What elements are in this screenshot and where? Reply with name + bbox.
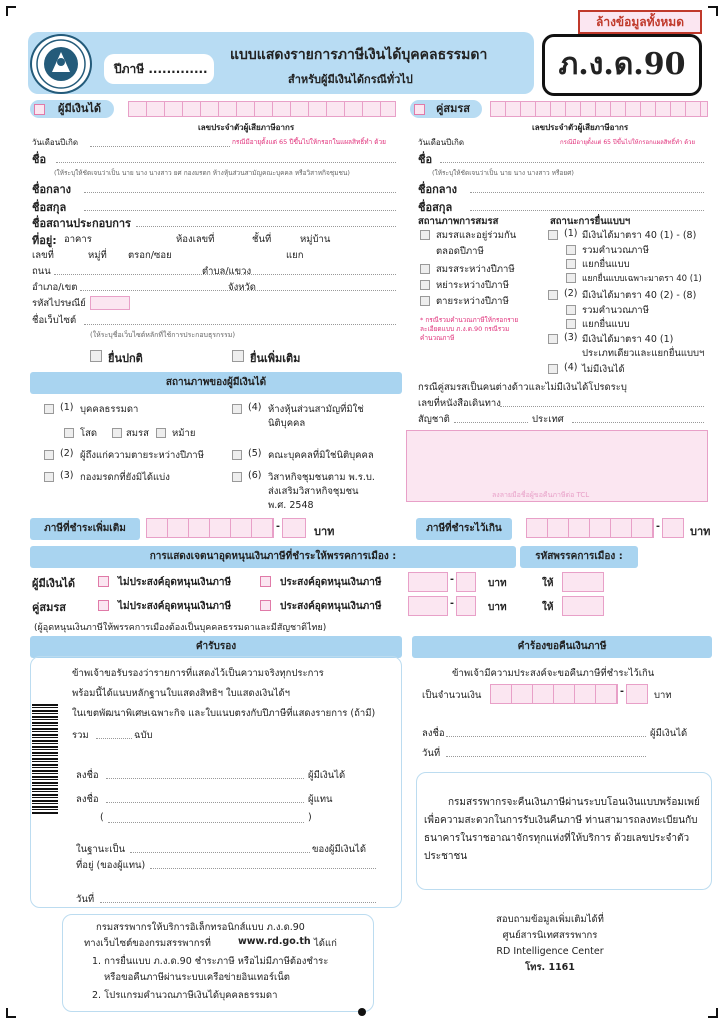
filing-2-combined-label: รวมคำนวณภาษี	[582, 305, 649, 316]
passport-input[interactable]	[500, 406, 704, 407]
refund-note: กรมสรรพากรจะคืนเงินภาษีผ่านระบบโอนเงินแบบพร้อมเพย์ เพื่อความสะดวกในการรับเงินคืนภาษี ท่านสามารถลงทะเบียนกับธนาคารในราชอาณาจักรทุกแห่งที่ให้บริการ ด้วยเลขประจำตัวประชาชน	[424, 797, 700, 862]
combined-tax-note: * กรณีรวมคำนวณภาษีให้กรอกรายละเอียดแบบ ภ.ง.ด.90 กรณีรวมคำนวณภาษี	[420, 316, 519, 342]
filing-2-separate-checkbox[interactable]	[566, 319, 576, 329]
taxpayer-business-label: ชื่อสถานประกอบการ	[32, 217, 131, 230]
taxpayer-id-input[interactable]	[128, 101, 396, 117]
refund-line-1: ข้าพเจ้ามีความประสงค์จะขอคืนภาษีที่ชำระไว้เกิน	[452, 668, 655, 679]
cert-date-label: วันที่	[76, 894, 95, 905]
status-community-label-3: พ.ศ. 2548	[268, 500, 314, 511]
taxpayer-status-heading: สถานภาพของผู้มีเงินได้	[30, 372, 402, 394]
spouse-no-donate-label: ไม่ประสงค์อุดหนุนเงินภาษี	[118, 601, 232, 612]
refund-amount-label: เป็นจำนวนเงิน	[422, 690, 482, 701]
married-all-year-label-2: ตลอดปีภาษี	[436, 246, 484, 257]
spouse-no-donate-checkbox[interactable]	[98, 600, 109, 611]
foreign-spouse-label: กรณีคู่สมรสเป็นคนต่างด้าวและไม่มีเงินได้โปรดระบุ	[418, 382, 627, 393]
year-field[interactable]: ปีภาษี .............	[104, 54, 214, 84]
refund-signature[interactable]	[446, 736, 646, 737]
building-label: อาคาร	[64, 234, 92, 245]
help-line-3: RD Intelligence Center	[496, 946, 604, 957]
taxpayer-no-donate-checkbox[interactable]	[98, 576, 109, 587]
taxpayer-business-input[interactable]	[136, 226, 396, 227]
spouse-surname-input[interactable]	[470, 210, 704, 211]
footer-item-1b: หรือขอคืนภาษีผ่านระบบเครือข่ายอินเทอร์เน็ต	[104, 972, 290, 983]
spouse-party-code[interactable]	[562, 596, 604, 616]
tax-pay-label: ภาษีที่ชำระเพิ่มเติม	[30, 518, 140, 540]
taxpayer-donate-label: ประสงค์อุดหนุนเงินภาษี	[280, 577, 382, 588]
district-input[interactable]	[80, 290, 396, 291]
village-label: หมู่บ้าน	[300, 234, 331, 245]
footer-item-1: 1. การยื่นแบบ ภ.ง.ด.90 ชำระภาษี หรือไม่มีภาษีต้องชำระ	[92, 956, 329, 967]
district-label: อำเภอ/เขต	[32, 282, 78, 293]
status-group-label: คณะบุคคลที่มิใช่นิติบุคคล	[268, 450, 374, 461]
married-during-year-label: สมรสระหว่างปีภาษี	[436, 264, 515, 275]
taxpayer-donate-satang[interactable]	[456, 572, 476, 592]
filing-3-checkbox[interactable]	[548, 334, 558, 344]
website-note: (ให้ระบุชื่อเว็บไซต์หลักที่ใช้การประกอบธุรกรรม)	[90, 331, 236, 339]
tax-pay-input[interactable]	[146, 518, 274, 538]
status-estate-label: กองมรดกที่ยังมิได้แบ่ง	[80, 472, 170, 483]
spouse-surname-label: ชื่อสกุล	[418, 201, 453, 214]
spouse-checkbox[interactable]	[414, 104, 425, 115]
single-checkbox[interactable]	[64, 428, 74, 438]
footer-url-link[interactable]: www.rd.go.th	[238, 936, 311, 947]
cert-line-1: ข้าพเจ้าขอรับรองว่ารายการที่แสดงไว้เป็นความจริงทุกประการ	[72, 668, 324, 679]
spouse-party-to: ให้	[542, 602, 554, 613]
taxpayer-birth-label: วันเดือนปีเกิด	[32, 138, 79, 147]
refund-baht: บาท	[654, 690, 672, 701]
party-spouse-label: คู่สมรส	[32, 601, 66, 614]
crop-mark	[708, 6, 718, 16]
status-partnership-checkbox[interactable]	[232, 404, 242, 414]
taxpayer-checkbox[interactable]	[34, 104, 45, 115]
status-deceased-checkbox[interactable]	[44, 450, 54, 460]
cert-line-3: ในเขตพัฒนาพิเศษเฉพาะกิจ และใบแนบตรงกับปีภาษีที่แสดงรายการ (ถ้ามี)	[72, 708, 376, 719]
address-label: ที่อยู่:	[32, 234, 57, 247]
postcode-label: รหัสไปรษณีย์	[32, 298, 86, 309]
refund-date-label: วันที่	[422, 748, 441, 759]
refund-satang-input[interactable]	[626, 684, 648, 704]
passport-label: เลขที่หนังสือเดินทาง	[418, 398, 501, 409]
spouse-donate-baht: บาท	[488, 602, 507, 613]
filing-2-number: (2)	[564, 288, 578, 299]
filing-3-label: มีเงินได้มาตรา 40 (1)	[582, 334, 674, 345]
help-line-2: ศูนย์สารนิเทศสรรพากร	[502, 930, 598, 941]
party-code-heading: รหัสพรรคการเมือง :	[520, 546, 638, 568]
married-all-year-checkbox[interactable]	[420, 230, 430, 240]
spouse-middle-label: ชื่อกลาง	[418, 183, 458, 196]
taxpayer-donate-amount[interactable]	[408, 572, 448, 592]
refund-taxpayer-label: ผู้มีเงินได้	[650, 728, 688, 739]
status-community-label-2: ส่งเสริมวิสาหกิจชุมชน	[268, 486, 359, 497]
status-community-label: วิสาหกิจชุมชนตาม พ.ร.บ.	[268, 472, 375, 483]
filing-1-checkbox[interactable]	[548, 230, 558, 240]
status-deceased-label: ผู้ถึงแก่ความตายระหว่างปีภาษี	[80, 450, 204, 461]
status-individual-label: บุคคลธรรมดา	[80, 404, 139, 415]
filing-status-heading: สถานะการยื่นแบบฯ	[550, 216, 631, 227]
clear-all-button[interactable]: ล้างข้อมูลทั้งหมด	[578, 10, 702, 34]
cert-date-input[interactable]	[100, 902, 376, 903]
married-during-year-checkbox[interactable]	[420, 264, 430, 274]
crop-mark	[6, 1008, 16, 1018]
footer-item-2: 2. โปรแกรมคำนวณภาษีเงินได้บุคคลธรรมดา	[92, 990, 278, 1001]
refund-heading: คำร้องขอคืนเงินภาษี	[412, 636, 712, 658]
refund-amount-input[interactable]	[490, 684, 618, 704]
filing-4-number: (4)	[564, 362, 578, 373]
spouse-name-label: ชื่อ	[418, 153, 433, 166]
form-code: ภ.ง.ด.90	[542, 34, 702, 96]
taxpayer-donate-checkbox[interactable]	[260, 576, 271, 587]
taxpayer-name-label: ชื่อ	[32, 153, 47, 166]
status-individual-checkbox[interactable]	[44, 404, 54, 414]
spouse-donate-checkbox[interactable]	[260, 600, 271, 611]
filing-4-label: ไม่มีเงินได้	[582, 364, 625, 375]
party-note: (ผู้อุดหนุนเงินภาษีให้พรรคการเมืองต้องเป็นบุคคลธรรมดาและมีสัญชาติไทย)	[34, 623, 327, 633]
spouse-donate-satang[interactable]	[456, 596, 476, 616]
spouse-id-caption: เลขประจำตัวผู้เสียภาษีอากร	[532, 123, 629, 132]
taxpayer-surname-label: ชื่อสกุล	[32, 201, 67, 214]
registration-dot	[358, 1008, 366, 1016]
taxpayer-party-to: ให้	[542, 578, 554, 589]
filing-2-separate-label: แยกยื่นแบบ	[582, 319, 630, 330]
filing-3-number: (3)	[564, 332, 578, 343]
taxpayer-name-note: (ให้ระบุให้ชัดเจนว่าเป็น นาย นาง นางสาว ยศ กองมรดก ห้างหุ้นส่วนสามัญคณะบุคคล หรือวิสาหกิจชุมชน)	[54, 169, 350, 177]
crop-mark	[708, 1008, 718, 1018]
taxpayer-donate-baht: บาท	[488, 578, 507, 589]
filing-4-checkbox[interactable]	[548, 364, 558, 374]
certification-heading: คำรับรอง	[30, 636, 402, 658]
normal-filing-checkbox[interactable]	[90, 350, 102, 362]
status-community-checkbox[interactable]	[232, 472, 242, 482]
country-input[interactable]	[572, 422, 704, 423]
junction-label: แยก	[286, 250, 304, 261]
marital-status-heading: สถานภาพการสมรส	[418, 216, 499, 227]
divorced-checkbox[interactable]	[420, 280, 430, 290]
status-group-number: (5)	[248, 448, 262, 459]
refund-sign-label: ลงชื่อ	[422, 728, 445, 739]
filing-1-separate-label: แยกยื่นแบบ	[582, 259, 630, 270]
cert-capacity-input[interactable]	[130, 852, 310, 853]
cert-total-label: รวม	[72, 730, 89, 741]
refund-date-input[interactable]	[446, 756, 646, 757]
spouse-birth-label: วันเดือนปีเกิด	[418, 138, 465, 147]
revenue-seal-icon	[30, 34, 92, 94]
filing-1-number: (1)	[564, 228, 578, 239]
road-label: ถนน	[32, 266, 51, 277]
taxpayer-party-code[interactable]	[562, 572, 604, 592]
party-taxpayer-label: ผู้มีเงินได้	[32, 577, 76, 590]
deceased-checkbox[interactable]	[420, 296, 430, 306]
cert-taxpayer-signature[interactable]	[106, 778, 304, 779]
filing-2-label: มีเงินได้มาตรา 40 (2) - (8)	[582, 290, 697, 301]
taxpayer-birth-note: กรณีมีอายุตั้งแต่ 65 ปีขึ้นไปให้กรอกในแผลสิทธิ์ทำ ด้วย	[232, 138, 386, 146]
cert-agent-signature[interactable]	[106, 802, 304, 803]
tax-over-satang-input[interactable]	[662, 518, 684, 538]
status-individual-number: (1)	[60, 402, 74, 413]
cert-capacity-label: ในฐานะเป็น	[76, 844, 126, 855]
tax-over-label: ภาษีที่ชำระไว้เกิน	[416, 518, 512, 540]
nationality-label: สัญชาติ	[418, 414, 450, 425]
road-input[interactable]	[54, 274, 396, 275]
widowed-label: หม้าย	[172, 428, 196, 439]
spouse-name-input[interactable]	[440, 162, 704, 163]
deceased-label: ตายระหว่างปีภาษี	[436, 296, 509, 307]
taxpayer-no-donate-label: ไม่ประสงค์อุดหนุนเงินภาษี	[118, 577, 232, 588]
spouse-middle-input[interactable]	[470, 192, 704, 193]
footer-line-2a: ทางเว็บไซต์ของกรมสรรพากรที่	[84, 938, 211, 949]
status-estate-checkbox[interactable]	[44, 472, 54, 482]
widowed-checkbox[interactable]	[156, 428, 166, 438]
additional-filing-label: ยื่นเพิ่มเติม	[250, 352, 301, 365]
cert-address-input[interactable]	[150, 868, 376, 869]
cert-copies-label: ฉบับ	[134, 730, 153, 741]
filing-1-combined-label: รวมคำนวณภาษี	[582, 245, 649, 256]
province-label: จังหวัด	[228, 282, 256, 293]
filing-1-separate-40-1-label: แยกยื่นแบบเฉพาะมาตรา 40 (1)	[582, 274, 702, 284]
spouse-donate-amount[interactable]	[408, 596, 448, 616]
floor-label: ชั้นที่	[252, 234, 272, 245]
filing-1-separate-checkbox[interactable]	[566, 259, 576, 269]
married-label: สมรส	[126, 428, 149, 439]
status-partnership-label: ห้างหุ้นส่วนสามัญที่มิใช่	[268, 404, 364, 415]
status-community-number: (6)	[248, 470, 262, 481]
help-line-1: สอบถามข้อมูลเพิ่มเติมได้ที่	[496, 914, 604, 925]
cert-of-taxpayer-label: ของผู้มีเงินได้	[312, 844, 366, 855]
single-label: โสด	[80, 428, 98, 439]
moo-label: หมู่ที่	[88, 250, 107, 261]
postcode-input[interactable]	[90, 296, 130, 310]
taxpayer-tab: ผู้มีเงินได้	[30, 100, 114, 118]
form-subtitle: สำหรับผู้มีเงินได้กรณีทั่วไป	[288, 73, 413, 86]
room-label: ห้องเลขที่	[176, 234, 215, 245]
status-group-checkbox[interactable]	[232, 450, 242, 460]
tax-over-input[interactable]	[526, 518, 654, 538]
married-checkbox[interactable]	[112, 428, 122, 438]
spouse-id-input[interactable]	[490, 101, 708, 117]
taxpayer-middle-input[interactable]	[84, 192, 396, 193]
taxpayer-birth-input[interactable]	[90, 146, 230, 147]
tax-pay-baht: บาท	[314, 525, 335, 538]
nationality-input[interactable]	[454, 422, 528, 423]
cert-address-label: ที่อยู่ (ของผู้แทน)	[76, 860, 146, 871]
website-input[interactable]	[84, 324, 396, 325]
help-contact	[480, 912, 620, 976]
crop-mark	[6, 6, 16, 16]
subdistrict-label: ตำบล/แขวง	[202, 266, 252, 277]
website-label: ชื่อเว็บไซต์	[32, 315, 77, 326]
tax-pay-satang-input[interactable]	[282, 518, 306, 538]
footer-line-2b: ได้แก่	[314, 938, 337, 949]
help-phone: โทร. 1161	[525, 962, 575, 973]
filing-1-combined-checkbox[interactable]	[566, 245, 576, 255]
spouse-donate-label: ประสงค์อุดหนุนเงินภาษี	[280, 601, 382, 612]
soi-label: ตรอก/ซอย	[128, 250, 172, 261]
party-donation-heading: การแสดงเจตนาอุดหนุนเงินภาษีที่ชำระให้พรรคการเมือง :	[30, 546, 516, 568]
taxpayer-id-caption: เลขประจำตัวผู้เสียภาษีอากร	[198, 123, 295, 132]
barcode-icon	[32, 704, 58, 814]
status-partnership-label-2: นิติบุคคล	[268, 418, 306, 429]
filing-1-label: มีเงินได้มาตรา 40 (1) - (8)	[582, 230, 697, 241]
spouse-tab: คู่สมรส	[410, 100, 482, 118]
normal-filing-label: ยื่นปกติ	[108, 352, 143, 365]
cert-taxpayer-label: ผู้มีเงินได้	[308, 770, 346, 781]
country-label: ประเทศ	[532, 414, 564, 425]
form-title: แบบแสดงรายการภาษีเงินได้บุคคลธรรมดา	[230, 47, 488, 63]
status-deceased-number: (2)	[60, 448, 74, 459]
taxpayer-name-input[interactable]	[56, 162, 396, 163]
spouse-signature-hint: ลงลายมือชื่อผู้ขอคืนภาษีต่อ TCL	[492, 491, 590, 499]
tax-over-baht: บาท	[690, 525, 711, 538]
filing-1-separate-40-1-checkbox[interactable]	[566, 273, 576, 283]
taxpayer-middle-label: ชื่อกลาง	[32, 183, 72, 196]
no-label: เลขที่	[32, 250, 54, 261]
spouse-name-note: (ให้ระบุให้ชัดเจนว่าเป็น นาย นาง นางสาว หรือยศ)	[432, 169, 574, 177]
additional-filing-checkbox[interactable]	[232, 350, 244, 362]
cert-agent-label: ผู้แทน	[308, 794, 333, 805]
status-estate-number: (3)	[60, 470, 74, 481]
spouse-birth-note: กรณีมีอายุตั้งแต่ 65 ปีขึ้นไปให้กรอกแผลสิทธิ์ทำ ด้วย	[560, 139, 696, 146]
status-partnership-number: (4)	[248, 402, 262, 413]
cert-sign-label: ลงชื่อ	[76, 770, 99, 781]
divorced-label: หย่าระหว่างปีภาษี	[436, 280, 509, 291]
taxpayer-surname-input[interactable]	[84, 210, 396, 211]
cert-sign-label-2: ลงชื่อ	[76, 794, 99, 805]
married-all-year-label: สมรสและอยู่ร่วมกัน	[436, 230, 517, 241]
filing-3-label-2: ประเภทเดียวและแยกยื่นแบบฯ	[582, 348, 705, 359]
cert-line-2: พร้อมนี้ได้แนบหลักฐานใบแสดงสิทธิฯ ใบแสดงเงินได้ฯ	[72, 688, 290, 699]
filing-2-checkbox[interactable]	[548, 290, 558, 300]
footer-line-1: กรมสรรพากรให้บริการอิเล็กทรอนิกส์แบบ ภ.ง.ด.90	[96, 922, 305, 933]
filing-2-combined-checkbox[interactable]	[566, 305, 576, 315]
